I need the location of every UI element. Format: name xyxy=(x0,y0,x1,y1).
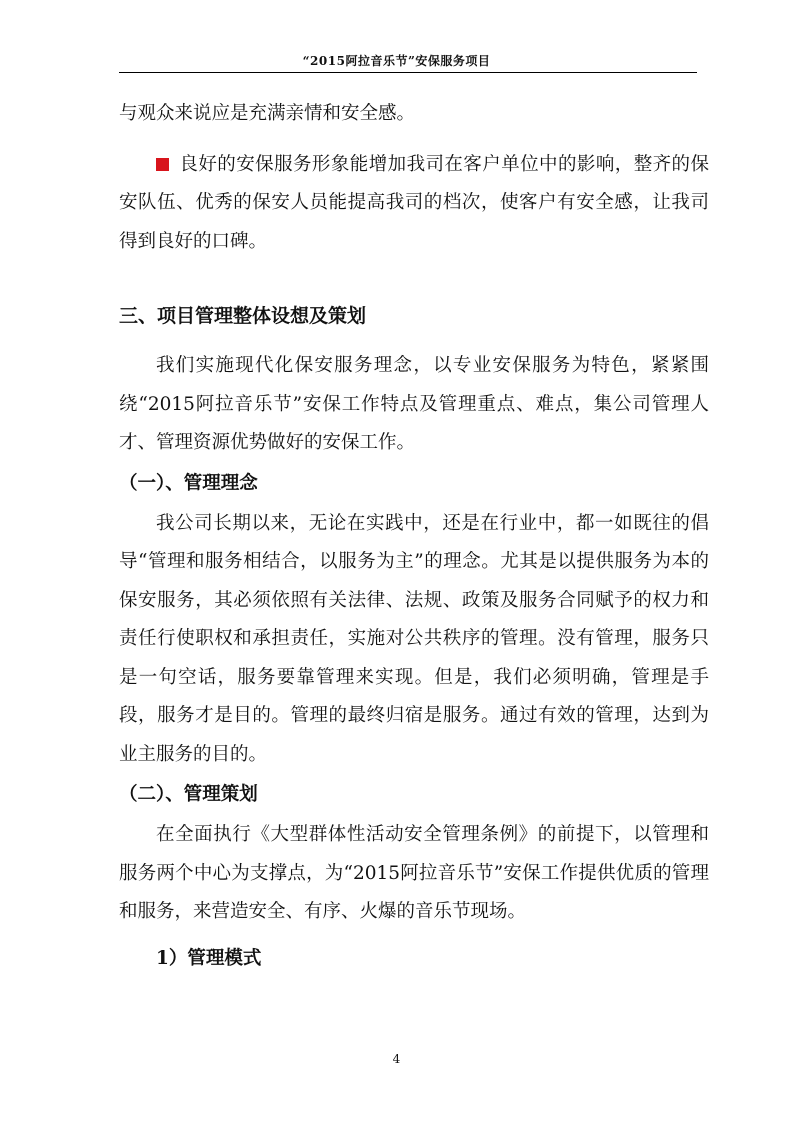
section-heading-3: 三、项目管理整体设想及策划 xyxy=(119,305,367,327)
subsection-heading-2: （二）、管理策划 xyxy=(119,784,258,805)
section-3-intro: 我们实施现代化保安服务理念，以专业安保服务为特色，紧紧围绕“2015阿拉音乐节”安保工作特点及管理重点、难点，集公司管理人才、管理资源优势做好的安保工作。 xyxy=(119,355,709,453)
subsection-2-paragraph: 在全面执行《大型群体性活动安全管理条例》的前提下，以管理和服务两个中心为支撑点，为“2015阿拉音乐节”安保工作提供优质的管理和服务，来营造安全、有序、火爆的音乐节现场。 xyxy=(119,824,709,922)
subsection-heading-1: （一）、管理理念 xyxy=(119,472,258,494)
document-body xyxy=(119,95,709,978)
red-square-bullet-icon xyxy=(156,158,169,171)
page-number: 4 xyxy=(392,1052,401,1066)
bullet-paragraph xyxy=(119,146,709,262)
subsection-1-paragraph: 我公司长期以来，无论在实践中，还是在行业中，都一如既往的倡导“管理和服务相结合，以服务为主”的理念。尤其是以提供服务为本的保安服务，其必须依照有关法律、法规、政策及服务合同赋予的权力和责任行使职权和承担责任，实施对公共秩序的管理。没有管理，服务只是一句空话，服务要靠管理来实现。但是，我们必须明确，管理是手段，服务才是目的。管理的最终归宿是服务。通过有效的管理，达到为业主服务的目的。 xyxy=(119,512,709,765)
paragraph-continued: 与观众来说应是充满亲情和安全感。 xyxy=(119,103,416,124)
header-title: “2015阿拉音乐节”安保服务项目 xyxy=(302,54,491,68)
header-rule xyxy=(119,72,697,73)
item-heading-1: 1）管理模式 xyxy=(156,947,262,969)
bullet-paragraph-text: 良好的安保服务形象能增加我司在客户单位中的影响，整齐的保安队伍、优秀的保安人员能提高我司的档次，使客户有安全感，让我司得到良好的口碑。 xyxy=(119,153,709,252)
